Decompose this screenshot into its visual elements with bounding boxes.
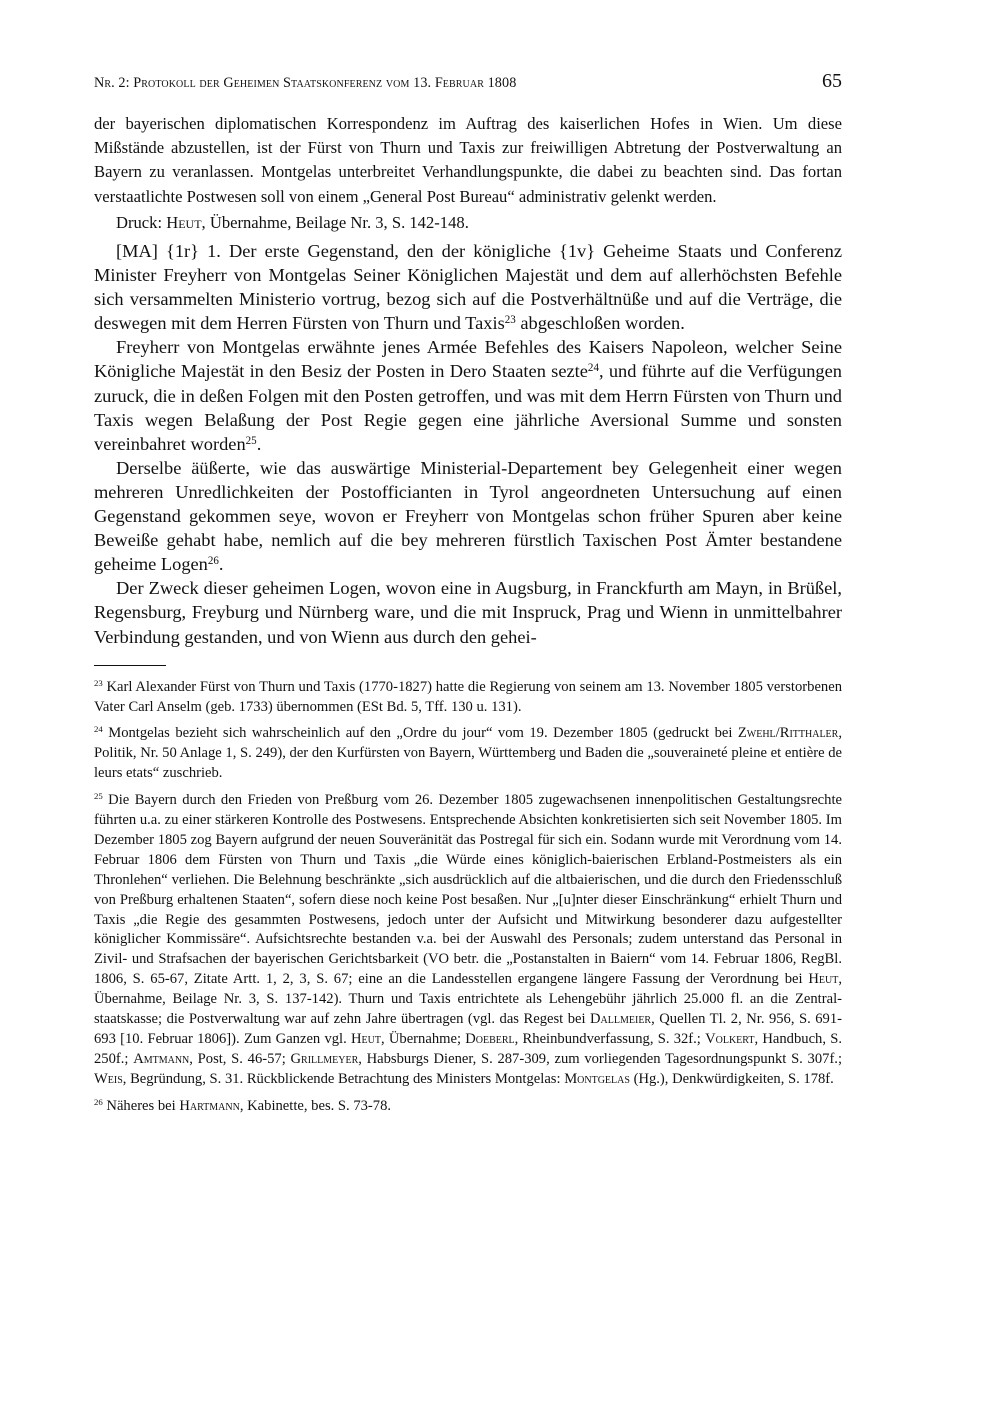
footnote-text: Die Bayern durch den Frieden von Preßburg vom 26. Dezember 1805 zugewachsenen innenpolitischen Gestaltungsrechte führten u.a. zu einer stärkeren Kontrolle des Postwesens. Entsprechende Absichten konkretisierten sich seit November 1805. Im Dezember 1805 zog Bayern aufgrund der neuen Souveränität das Postregal für sich ein. Sodann wurde mit Verordnung vom 14. Februar 1806 dem Fürsten von Thurn und Taxis „die Würde eines königlich-baierischen Erbland-Postmeisters als ein Thronlehen“ verliehen. Die Belehnung beschränkte „sich ausdrücklich auf die altbaierischen, und die durch den Friedensschluß von Preßburg erhaltenen Staaten“, sofern diese noch keine Post besaßen. Nur „[u]nter dieser Einschränkung“ erhielt Thurn und Taxis „die Regie des gesammten Postwesens, jedoch unter der Aufsicht und Mitwirkung besonderer dazu aufgestellter königlicher Kommissäre“. Aufsichtsrechte bestanden v.a. bei der Auswahl des Personals; zudem unterstand das Personal in Zivil- und Strafsachen der bayerischen Gerichtsbarkeit (VO betr. die „Postanstalten in Baiern“ vom 14. Februar 1806, RegBl. 1806, S. 65-67, Zitate Artt. 1, 2, 3, S. 67; eine an die Landesstellen ergangene längere Fassung der Verordnung bei	[94, 792, 842, 988]
footnote-25	[94, 791, 842, 1090]
footnote-text: Montgelas bezieht sich wahrscheinlich auf den „Ordre du jour“ vom 19. Dezember 1805 (gedruckt bei	[102, 725, 738, 742]
document-summary	[94, 112, 842, 235]
footnote-text: , Übernahme, Beilage Nr. 3, S. 137-142). Thurn und Taxis entrichtete als Lehengebühr jährlich 25.000 fl. an die Zentralstaatskasse; die Postverwaltung war auf zehn Jahre übertragen (vgl. das Regest bei	[94, 971, 842, 1028]
footnote-text: , Übernahme;	[380, 1031, 466, 1048]
footnote-text: , Politik, Nr. 50 Anlage 1, S. 249), der den Kurfürsten von Bayern, Württemberg und Baden die „souveraineté pleine et entière de leurs etats“ zuschrieb.	[94, 725, 842, 782]
footnote-ref-24[interactable]: 24	[587, 362, 599, 375]
footnote-divider	[94, 665, 166, 666]
footnote-text: , Handbuch, S. 250f.;	[94, 1031, 842, 1067]
document-page	[94, 70, 842, 1124]
author-name: Amtmann	[133, 1050, 190, 1067]
running-header	[94, 70, 842, 104]
body-text: [MA] {1r} 1. Der erste Gegenstand, den der königliche {1v} Geheime Staats und Conferenz Minister Freyherr von Montgelas Seiner Königlichen Majestät und dem auf allerhöchsten Befehle sich versammelten Ministerio vortrug, bezog sich auf die Postverhältnüße und auf die Verträge, die deswegen mit dem Herren Fürsten von Thurn und Taxis	[94, 241, 842, 334]
author-name: Zwehl/Ritthaler	[737, 725, 839, 742]
author-name: Volkert	[705, 1031, 755, 1048]
body-text: .	[256, 433, 262, 454]
summary-paragraph: der bayerischen diplomatischen Korrespondenz im Auftrag des kaiserlichen Hofes in Wien. Um diese Mißstände abzustellen, ist der Fürst von Thurn und Taxis zur freiwilligen Abtretung der Postverwaltung an Bayern zu veranlassen. Montgelas unterbreitet Verhandlungspunkte, die dabei zu beachten sind. Das fortan verstaatlichte Postwesen soll von einem „General Post Bureau“ administrativ gelenkt werden.	[94, 114, 842, 206]
body-text: , und führte auf die Verfügungen zuruck, die in deßen Folgen mit den Posten getroffen, und was mit dem Herrn Fürsten von Thurn und Taxis wegen Belaßung der Post Regie gegen eine jährliche Aversional Summe und sonsten vereinbahret worden	[94, 361, 842, 454]
author-name: Doeberl	[465, 1031, 515, 1048]
footnote-text: , Kabinette, bes. S. 73-78.	[239, 1097, 392, 1114]
author-name: Weis	[94, 1070, 123, 1087]
body-text: .	[218, 554, 224, 575]
footnote-text: , Rheinbundverfassung, S. 32f.;	[514, 1031, 706, 1048]
running-header-title: Nr. 2: Protokoll der Geheimen Staatskonferenz vom 13. Februar 1808	[94, 75, 517, 91]
footnote-text: Näheres bei	[102, 1097, 180, 1114]
footnote-text: , Habsburgs Diener, S. 287-309, zum vorliegenden Tagesordnungspunkt S. 307f.;	[358, 1050, 843, 1067]
author-name: Hartmann	[179, 1097, 240, 1114]
body-text: abgeschloßen worden.	[515, 313, 685, 334]
footnote-ref-23[interactable]: 23	[504, 314, 516, 327]
footnote-text: , Quellen Tl. 2, Nr. 956, S. 691-693 [10. Februar 1806]). Zum Ganzen vgl.	[94, 1011, 842, 1048]
page-number: 65	[822, 70, 842, 92]
footnote-text: (Hg.), Denkwürdigkeiten, S. 178f.	[629, 1070, 834, 1087]
footnote-number: 24	[94, 724, 103, 735]
footnote-text: Karl Alexander Fürst von Thurn und Taxis (1770-1827) hatte die Regierung von seinem am 13. November 1805 verstorbenen Vater Carl Anselm (geb. 1733) übernommen (ESt Bd. 5, Tff. 130 u. 131).	[94, 678, 842, 715]
footnote-ref-26[interactable]: 26	[207, 555, 219, 568]
footnote-number: 23	[94, 677, 103, 688]
footnote-number: 25	[94, 791, 103, 802]
author-name: Heut	[808, 971, 839, 988]
print-reference	[94, 211, 842, 235]
author-name: Montgelas	[564, 1070, 630, 1087]
print-reference-label: Druck:	[116, 212, 167, 232]
body-paragraph-2	[94, 335, 842, 455]
body-text: Freyherr von Montgelas erwähnte jenes Armée Befehles des Kaisers Napoleon, welcher Seine Königliche Majestät in den Besiz der Posten in Dero Staaten sezte	[94, 337, 842, 382]
footnote-23	[94, 678, 842, 718]
body-text: Derselbe äüßerte, wie das auswärtige Ministerial-Departement bey Gelegenheit einer wegen mehreren Unredlichkeiten der Postofficianten in Tyrol angeordneten Untersuchung auf einen Gegenstand gekommen seye, wovon er Freyherr von Montgelas schon früher Spuren aber keine Beweiße gehabt habe, nemlich auf die bey mehreren fürstlich Taxischen Post Ämter bestandene geheime Logen	[94, 457, 842, 575]
protocol-body	[94, 239, 842, 649]
footnote-text: , Post, S. 46-57;	[189, 1050, 291, 1067]
body-paragraph-3	[94, 456, 842, 576]
footnote-24	[94, 724, 842, 784]
print-reference-author: Heut	[166, 212, 202, 232]
footnotes	[94, 678, 842, 1117]
author-name: Dallmeier	[590, 1011, 652, 1028]
footnote-number: 26	[94, 1096, 103, 1107]
footnote-ref-25[interactable]: 25	[245, 434, 257, 447]
footnote-text: , Begründung, S. 31. Rückblickende Betrachtung des Ministers Montgelas:	[122, 1070, 565, 1087]
body-paragraph-4: Der Zweck dieser geheimen Logen, wovon eine in Augsburg, in Franckfurth am Mayn, in Brüßel, Regensburg, Freyburg und Nürnberg ware, und die mit Inspruck, Prag und Wienn in unmittelbahrer Verbindung gestanden, und von Wienn aus durch den gehei-	[94, 578, 842, 647]
print-reference-detail: , Übernahme, Beilage Nr. 3, S. 142-148.	[201, 212, 469, 232]
body-paragraph-1	[94, 239, 842, 335]
footnote-26	[94, 1097, 842, 1117]
author-name: Heut	[351, 1031, 381, 1048]
author-name: Grillmeyer	[290, 1050, 359, 1067]
